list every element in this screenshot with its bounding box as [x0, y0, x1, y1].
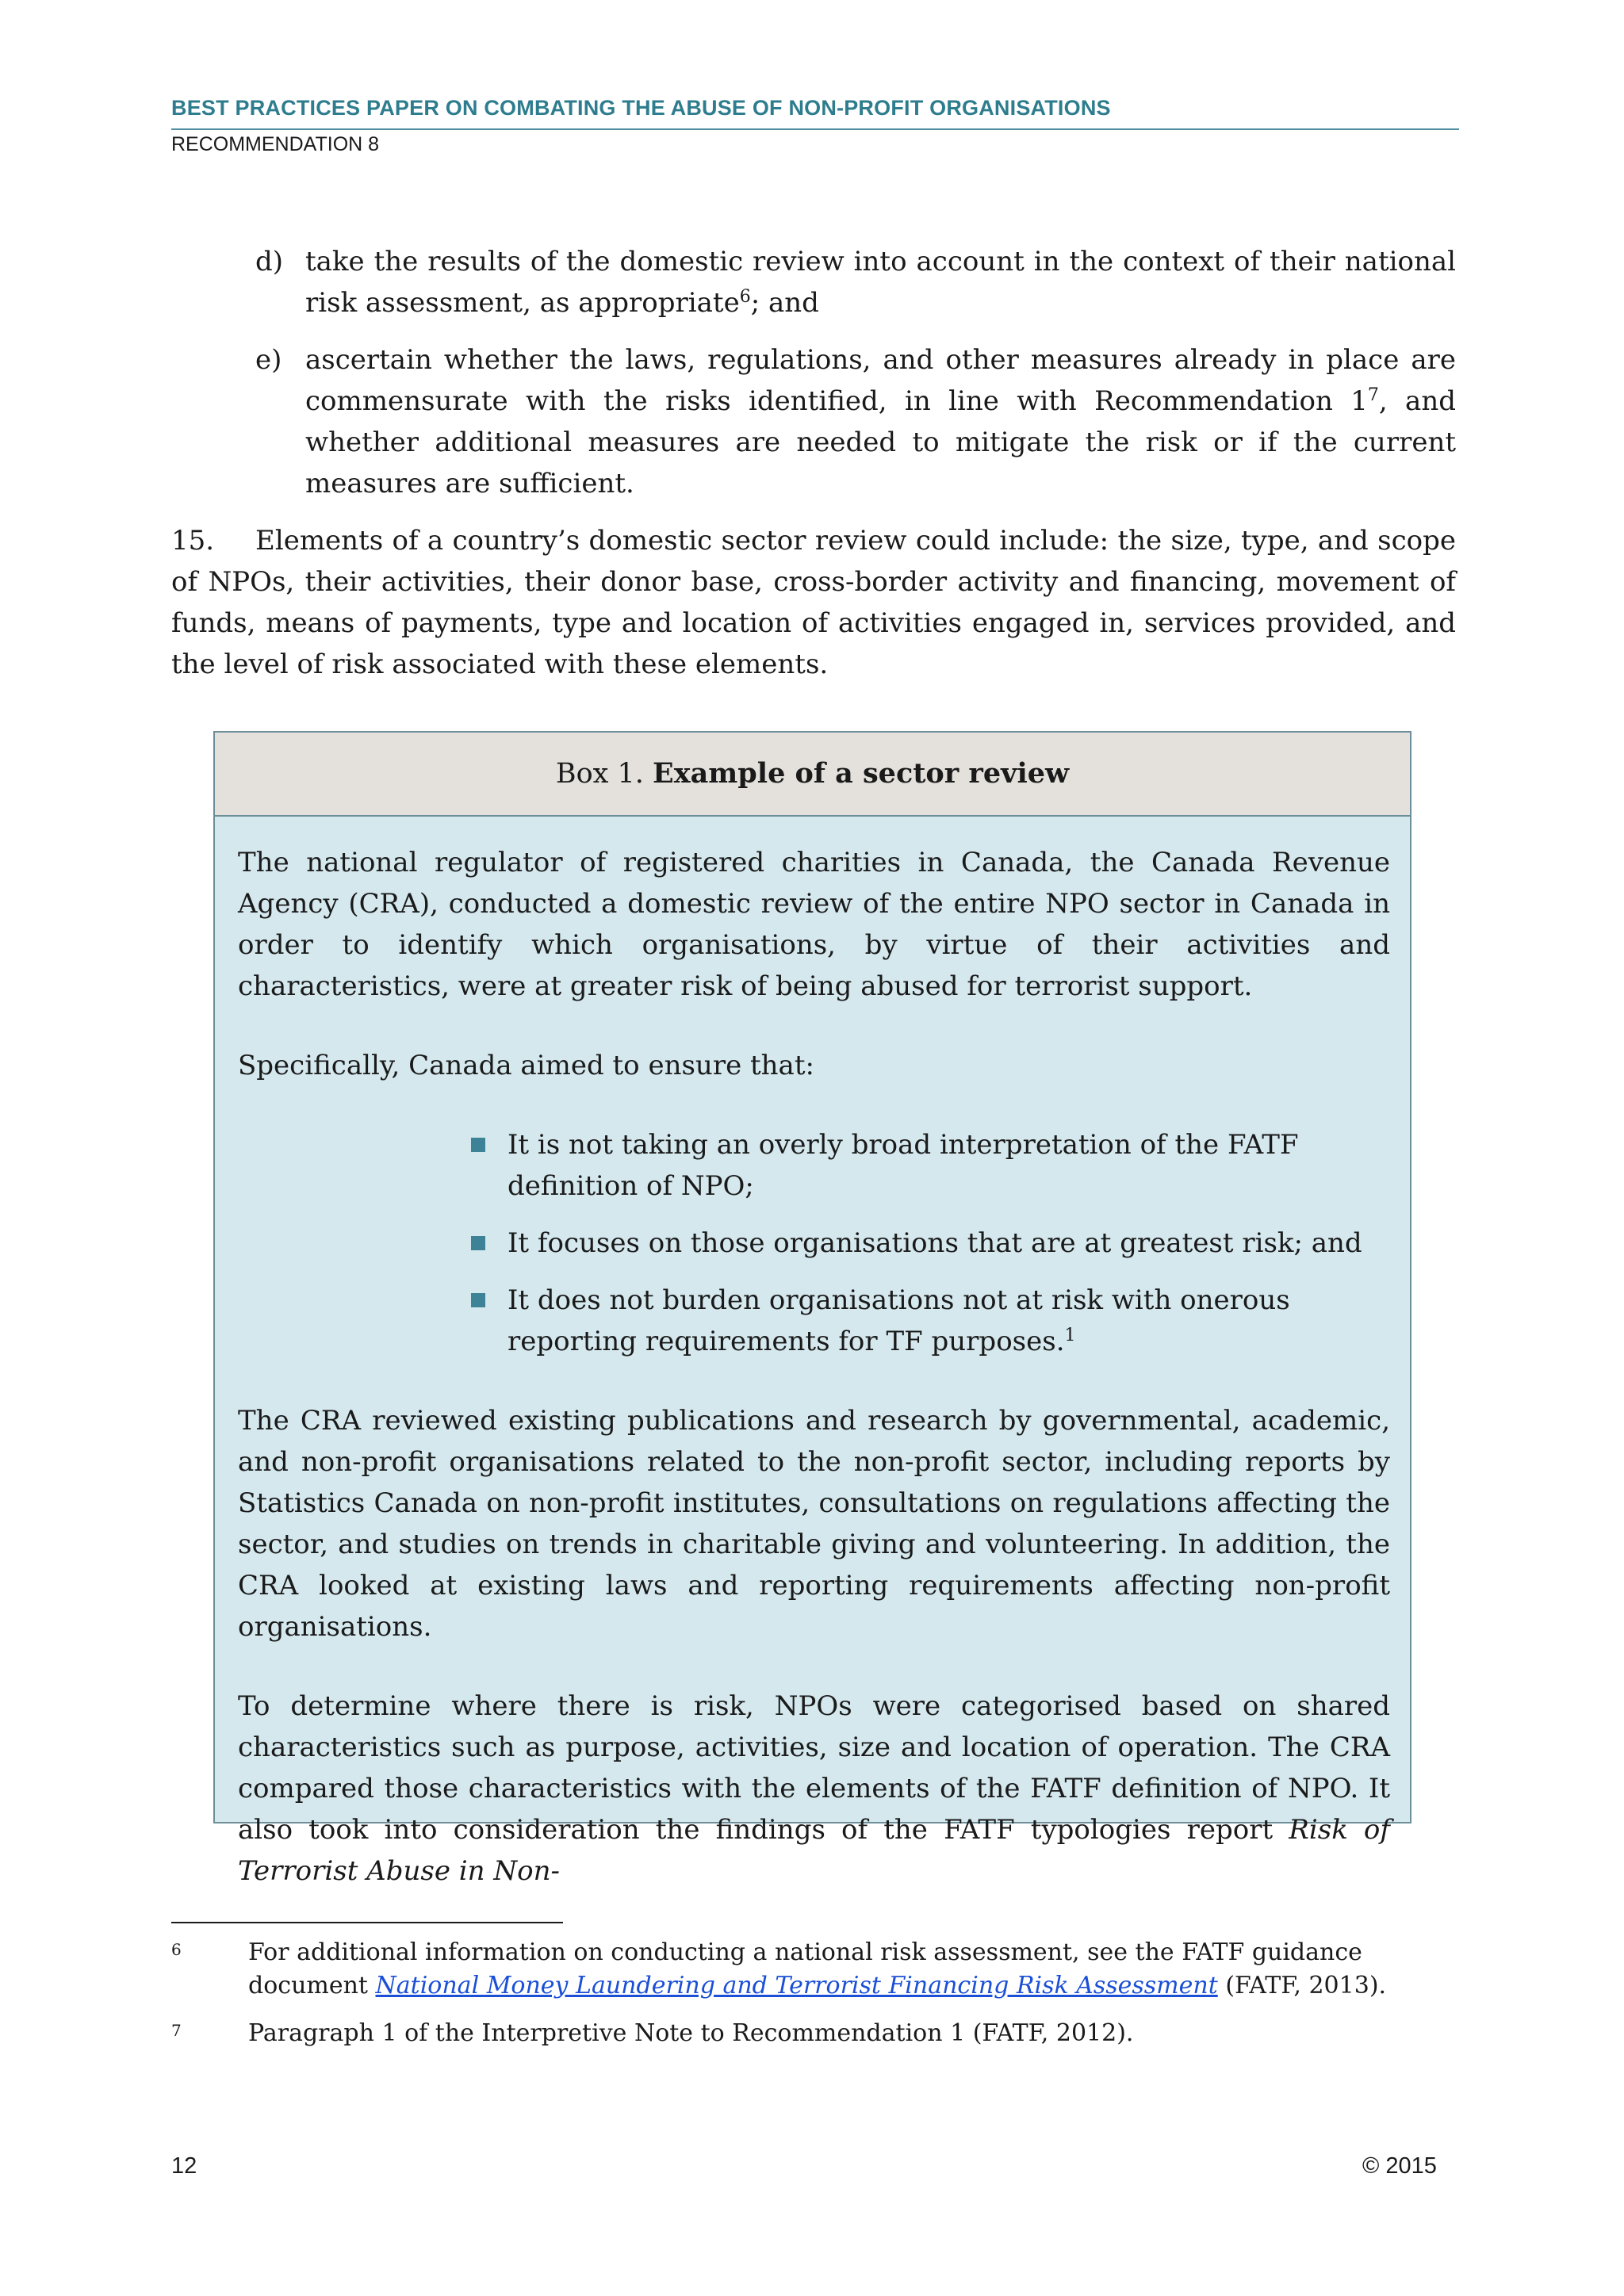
paragraph-number: 15.	[171, 525, 215, 557]
list-text-end: , and whether additional measures are needed to mitigate the risk or if the current measures are sufficient.	[305, 385, 1456, 499]
list-item: It focuses on those organisations that are at greatest risk; and	[508, 1223, 1390, 1264]
box-bullet-list	[238, 1124, 1390, 1362]
square-bullet-icon	[471, 1138, 485, 1152]
fatf-guidance-link[interactable]: National Money Laundering and Terrorist Financing Risk Assessment	[375, 1972, 1218, 1999]
box-1	[213, 731, 1411, 1887]
report-title: Risk of Terrorist Abuse in Non-	[238, 1814, 1390, 1887]
footnote-6: 6 For additional information on conducting a national risk assessment, see the FATF guidance document National Money Laundering and Terrorist Financing Risk Assessment (FATF, 2013).	[171, 1936, 1459, 2003]
copyright: © 2015	[1362, 2153, 1437, 2179]
running-header-subtitle: RECOMMENDATION 8	[171, 133, 380, 155]
footnote-7: 7 Paragraph 1 of the Interpretive Note to Recommendation 1 (FATF, 2012).	[171, 2017, 1459, 2050]
paragraph-text: Elements of a country’s domestic sector review could include: the size, type, and scope of NPOs, their activities, their donor base, cross-border activity and financing, movement of funds, means of payments, type and location of activities engaged in, services provided, and the level of risk associated with these elements.	[171, 525, 1456, 680]
box-paragraph: The CRA reviewed existing publications and research by governmental, academic, and non-profit organisations related to the non-profit sector, including reports by Statistics Canada on non-profit institutes, consultations on regulations affecting the sector, and studies on trends in charitable giving and volunteering. In addition, the CRA looked at existing laws and reporting requirements affecting non-profit organisations.	[238, 1405, 1390, 1643]
list-item: It does not burden organisations not at risk with onerous reporting requirements for TF purposes.$^1$	[508, 1280, 1390, 1362]
square-bullet-icon	[471, 1236, 485, 1250]
box-body	[238, 842, 1390, 1930]
list-item: It is not taking an overly broad interpretation of the FATF definition of NPO;	[508, 1124, 1390, 1207]
box-title: Example of a sector review	[653, 757, 1070, 790]
box-paragraph: The national regulator of registered charities in Canada, the Canada Revenue Agency (CRA), conducted a domestic review of the entire NPO sector in Canada in order to identify which organisations, by virtue of their activities and characteristics, were at greater risk of being abused for terrorist support.	[238, 847, 1390, 1002]
running-header-title: BEST PRACTICES PAPER ON COMBATING THE ABUSE OF NON-PROFIT ORGANISATIONS	[171, 96, 1111, 120]
list-text: ascertain whether the laws, regulations, and other measures already in place are commensurate with the risks identified, in line with Recommendation 1	[305, 344, 1456, 417]
box-heading	[215, 733, 1410, 817]
list-label: d)	[255, 246, 284, 277]
box-paragraph: To determine where there is risk, NPOs were categorised based on shared characteristics such as purpose, activities, size and location of operation. The CRA compared those characteristics with the elements of the FATF definition of NPO. It also took into consideration the findings of the FATF typologies report Risk of Terrorist Abuse in Non-	[238, 1690, 1390, 1887]
header-divider	[171, 128, 1459, 130]
list-label: e)	[255, 344, 282, 376]
list-item-d	[255, 241, 1456, 323]
box-prefix: Box 1.	[555, 758, 644, 790]
footnote-number: 6	[171, 1940, 182, 1959]
list-item-e	[255, 339, 1456, 504]
footnote-ref[interactable]: 7	[1367, 385, 1379, 405]
footnote-separator	[171, 1922, 563, 1923]
list-text: take the results of the domestic review into account in the context of their national risk assessment, as appropriate	[305, 246, 1456, 319]
paragraph-15	[171, 520, 1456, 685]
footnote-ref[interactable]: 1	[1064, 1326, 1076, 1345]
box-paragraph: Specifically, Canada aimed to ensure that:	[238, 1050, 814, 1081]
page-number: 12	[171, 2153, 197, 2179]
square-bullet-icon	[471, 1293, 485, 1307]
list-text-end: ; and	[750, 287, 819, 319]
footnote-ref[interactable]: 6	[739, 287, 751, 307]
footnote-number: 7	[171, 2021, 182, 2040]
